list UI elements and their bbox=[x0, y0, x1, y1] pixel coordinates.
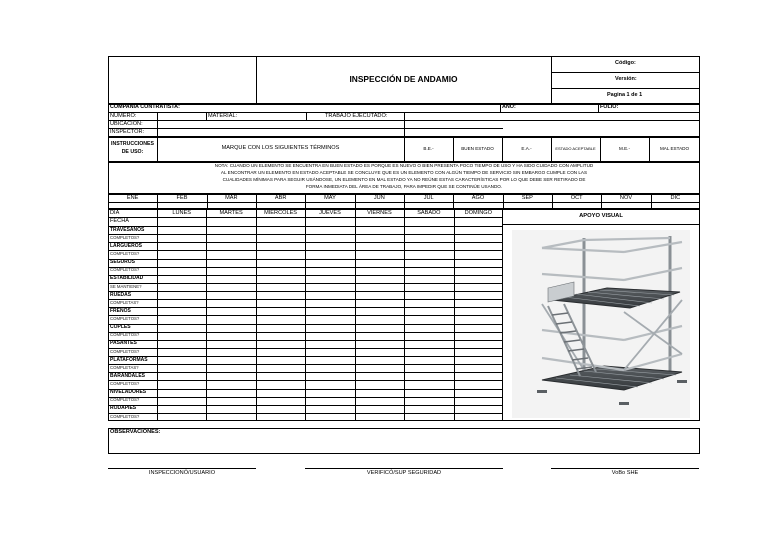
term-estado-aceptable: ESTADO ACEPTABLE bbox=[555, 146, 596, 151]
item-name: BARANDALES bbox=[110, 372, 145, 379]
note-line-2: AL ENCONTRAR UN ELEMENTO EN ESTADO ACEPTABLE SE CONCLUYE QUE ES UN ELEMENTO CON ALGÚN TIEMPO DE SERVICIO SIN EMBARGO CUMPLE CON LAS bbox=[220, 170, 588, 175]
material-label: MATERIAL: bbox=[208, 113, 238, 119]
grid-row-divider bbox=[108, 332, 503, 333]
grid-row-divider bbox=[108, 307, 503, 308]
note-line-3: CUALIDADES MÍNIMAS PARA SEGUIR USÁNDOSE, UN ELEMENTO EN MAL ESTADO YA NO REÚNE ESTAS CARACTERÍSTICAS POR LO QUE DEBE SER RETIRADO DE bbox=[222, 177, 586, 182]
instructions-label-2: DE USO: bbox=[121, 149, 144, 155]
item-name: SEGUROS bbox=[110, 259, 136, 266]
item-sub: COMPLETOS? bbox=[110, 348, 140, 354]
info-col-a bbox=[157, 112, 158, 137]
note-line-4: FORMA INMEDIATA DEL ÁREA DE TRABAJO, PARA IMPEDIR QUE SE CONTINÚE USANDO. bbox=[305, 184, 503, 189]
page-title: INSPECCIÓN DE ANDAMIO bbox=[349, 74, 458, 84]
grid-row-divider bbox=[108, 283, 503, 284]
item-sub: COMPLETOS? bbox=[110, 234, 140, 240]
codigo-label: Código: bbox=[615, 60, 636, 66]
day-4: JUEVES bbox=[319, 210, 341, 216]
signature-verifico: VERIFICÓ/SUP SEGURIDAD bbox=[366, 470, 442, 476]
grid-row-divider bbox=[108, 372, 503, 373]
month-9[interactable]: SEP bbox=[521, 195, 533, 201]
month-3[interactable]: MAR bbox=[225, 195, 238, 201]
grid-row-divider bbox=[108, 380, 503, 381]
month-10[interactable]: OCT bbox=[570, 195, 583, 201]
grid-row-divider bbox=[108, 356, 503, 357]
grid-row-divider bbox=[108, 275, 503, 276]
scaffold-image bbox=[512, 230, 690, 418]
grid-row-divider bbox=[108, 226, 503, 227]
header-code-divider-2 bbox=[551, 88, 700, 89]
instructions-text: MARQUE CON LOS SIGUIENTES TÉRMINOS bbox=[221, 145, 340, 151]
observaciones-label: OBSERVACIONES: bbox=[110, 429, 161, 435]
day-1: LUNES bbox=[172, 210, 192, 216]
header-divider-right bbox=[551, 56, 552, 104]
info-col-c bbox=[306, 112, 307, 121]
header-code-divider-1 bbox=[551, 72, 700, 73]
term-mal-estado: MAL ESTADO bbox=[659, 146, 690, 151]
grid-row-divider bbox=[108, 405, 503, 406]
day-5: VIERNES bbox=[367, 210, 392, 216]
apoyo-visual-header-line bbox=[502, 224, 700, 225]
grid-row-divider bbox=[108, 413, 503, 414]
item-name: FRENOS bbox=[110, 307, 131, 314]
item-sub: COMPLETOS? bbox=[110, 267, 140, 273]
item-sub: COMPLETOS? bbox=[110, 251, 140, 257]
ubicacion-label: UBICACIÓN: bbox=[110, 121, 143, 127]
item-sub: COMPLETOS? bbox=[110, 316, 140, 322]
info-row-line-3 bbox=[108, 128, 503, 129]
item-name: COPLES bbox=[110, 324, 131, 331]
month-8[interactable]: AGO bbox=[471, 195, 485, 201]
item-sub: COMPLETOS? bbox=[110, 332, 140, 338]
item-sub: COMPLETOS? bbox=[110, 381, 140, 387]
info-col-anio bbox=[500, 104, 501, 113]
grid-row-divider bbox=[108, 242, 503, 243]
anio-label: AÑO: bbox=[502, 104, 516, 110]
grid-row-divider bbox=[108, 389, 503, 390]
grid-row-divider bbox=[108, 348, 503, 349]
month-6[interactable]: JUN bbox=[373, 195, 385, 201]
item-name: NIVELADORES bbox=[110, 389, 147, 396]
item-sub: SE MANTIENE? bbox=[110, 283, 142, 289]
month-2[interactable]: FEB bbox=[176, 195, 188, 201]
trabajo-label: TRABAJO EJECUTADO: bbox=[325, 113, 388, 119]
item-sub: COMPLETOS? bbox=[110, 413, 140, 419]
term-ea: E.A.- bbox=[521, 146, 532, 151]
grid-row-divider bbox=[108, 291, 503, 292]
month-11[interactable]: NOV bbox=[619, 195, 633, 201]
item-sub: COMPLETAS? bbox=[110, 299, 139, 305]
compania-label: COMPAÑÍA CONTRATISTA: bbox=[110, 104, 180, 110]
observaciones-box bbox=[108, 428, 700, 454]
term-be: B.E.- bbox=[423, 146, 434, 151]
item-sub: COMPLETOS? bbox=[110, 397, 140, 403]
month-4[interactable]: ABR bbox=[274, 195, 287, 201]
item-name: PASANTES bbox=[110, 340, 137, 347]
item-sub: COMPLETAS? bbox=[110, 364, 139, 370]
grid-row-divider bbox=[108, 315, 503, 316]
day-7: DOMINGO bbox=[464, 210, 492, 216]
item-name: ESTABILIDAD bbox=[110, 275, 144, 282]
instructions-label-1: INSTRUCCIONES bbox=[111, 141, 154, 147]
folio-label: FOLIO: bbox=[600, 104, 619, 110]
inspector-label: INSPECTOR: bbox=[110, 129, 145, 135]
day-3: MIÉRCOLES bbox=[264, 210, 298, 216]
grid-row-divider bbox=[108, 364, 503, 365]
month-12[interactable]: DIC bbox=[670, 195, 681, 201]
grid-row-divider bbox=[108, 250, 503, 251]
item-name: LARGUEROS bbox=[110, 242, 142, 249]
item-name: RODAPIES bbox=[110, 405, 137, 412]
item-name: PLATAFORMAS bbox=[110, 356, 148, 363]
info-col-d bbox=[404, 112, 405, 137]
info-col-b bbox=[206, 112, 207, 121]
grid-row-divider bbox=[108, 299, 503, 300]
grid-row-divider bbox=[108, 324, 503, 325]
grid-row-divider bbox=[108, 259, 503, 260]
item-name: TRAVESAÑOS bbox=[110, 226, 145, 233]
info-col-folio bbox=[598, 104, 599, 113]
page-number: Pagina 1 de 1 bbox=[607, 92, 643, 98]
grid-row-divider bbox=[108, 267, 503, 268]
signature-line-3 bbox=[551, 468, 699, 469]
numero-label: NÚMERO: bbox=[110, 113, 137, 119]
day-2: MARTES bbox=[219, 210, 243, 216]
version-label: Versión: bbox=[615, 76, 637, 82]
grid-row-divider bbox=[108, 217, 503, 218]
month-5[interactable]: MAY bbox=[324, 195, 336, 201]
signature-vobo: VoBo SHE bbox=[611, 470, 639, 476]
signature-inspecciono: INSPECCIONÓ/USUARIO bbox=[148, 470, 216, 476]
fecha-label: FECHA bbox=[110, 218, 129, 224]
image-background bbox=[512, 230, 690, 418]
grid-row-divider bbox=[108, 340, 503, 341]
dia-label: DÍA bbox=[110, 210, 120, 216]
apoyo-visual-title: APOYO VISUAL bbox=[579, 213, 623, 219]
day-6: SÁBADO bbox=[417, 210, 441, 216]
signature-line-2 bbox=[305, 468, 503, 469]
note-line-1: NOTA: CUANDO UN ELEMENTO SE ENCUENTRA EN BUEN ESTADO ES PORQUE ES NUEVO O BIEN PRESENTA POCO TIEMPO DE USO Y HA SIDO CUIDADO CON AMPLITUD bbox=[214, 163, 594, 168]
signature-line-1 bbox=[108, 468, 256, 469]
term-me: M.E.- bbox=[619, 146, 630, 151]
item-name: RUEDAS bbox=[110, 291, 132, 298]
month-7[interactable]: JUL bbox=[423, 195, 434, 201]
term-buen-estado: BUEN ESTADO bbox=[461, 146, 494, 151]
month-1[interactable]: ENE bbox=[126, 195, 139, 201]
grid-row-divider bbox=[108, 397, 503, 398]
grid-row-divider bbox=[108, 234, 503, 235]
